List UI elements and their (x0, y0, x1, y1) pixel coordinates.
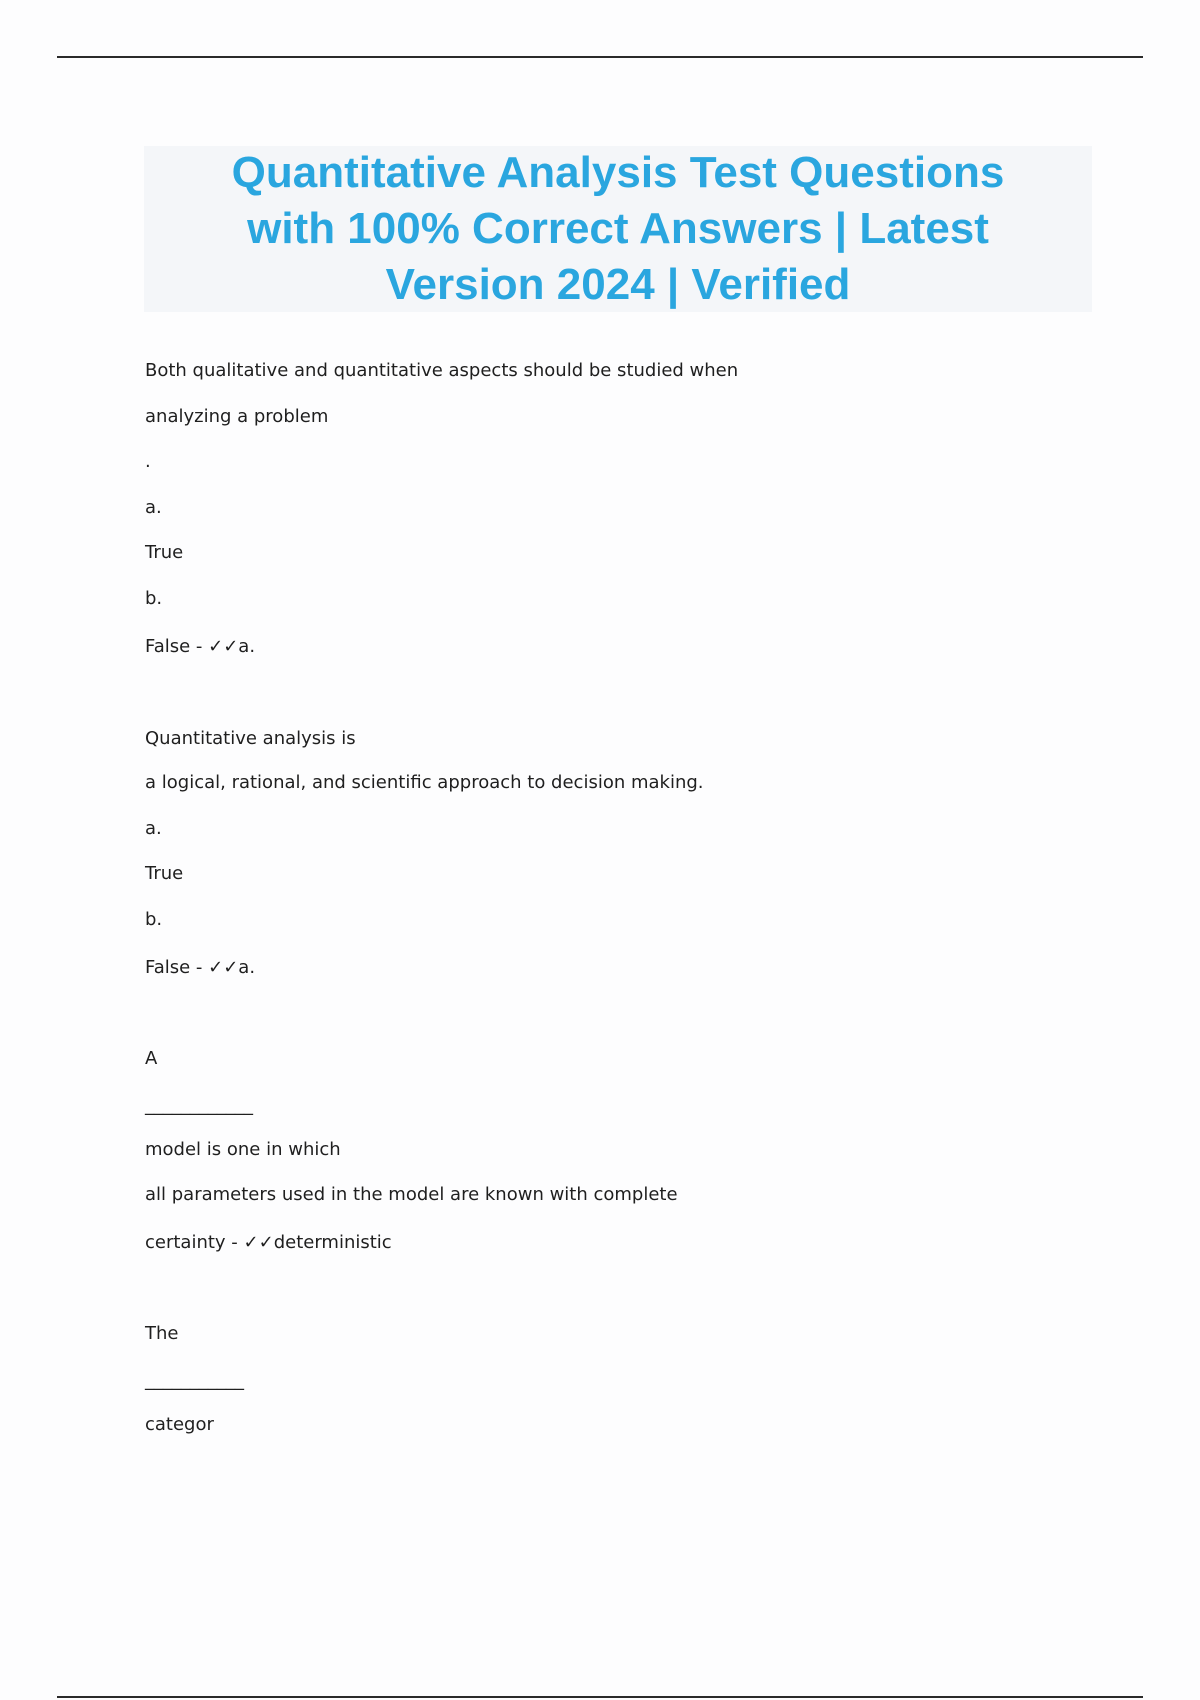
question-1-option-a-text: True (145, 542, 184, 563)
document-title-line: with 100% Correct Answers | Latest (247, 204, 989, 253)
question-3-answer-row (145, 1231, 392, 1255)
question-3-stem: all parameters used in the model are known with complete (145, 1184, 678, 1205)
question-1-option-b-row (145, 635, 255, 659)
question-3-answer: deterministic (273, 1232, 392, 1253)
question-3-stem: A (145, 1048, 158, 1069)
question-3-blank: ____________ (145, 1095, 253, 1116)
question-2-option-b-row (145, 956, 255, 980)
footer-rule (57, 1696, 1143, 1698)
question-2-option-a-text: True (145, 863, 184, 884)
question-2-option-b-letter: b. (145, 909, 163, 930)
double-check-icon: ✓✓ (208, 636, 239, 657)
question-1-option-a-letter: a. (145, 497, 162, 518)
header-rule (57, 56, 1143, 58)
question-2-option-b-text: False - (145, 957, 209, 978)
double-check-icon: ✓✓ (243, 1232, 274, 1253)
document-title-line: Quantitative Analysis Test Questions (231, 148, 1005, 197)
question-2-option-a-letter: a. (145, 818, 162, 839)
question-4-stem: The (145, 1323, 179, 1344)
question-2-answer: a. (238, 957, 256, 978)
question-1-stem: analyzing a problem (145, 406, 329, 427)
document-title-banner (144, 146, 1092, 312)
double-check-icon: ✓✓ (208, 957, 239, 978)
question-4-blank: ___________ (145, 1370, 244, 1391)
document-title-line: Version 2024 | Verified (385, 260, 851, 309)
question-2-stem: a logical, rational, and scientific approach to decision making. (145, 772, 704, 793)
question-1-stem: . (145, 451, 151, 472)
question-1-option-b-letter: b. (145, 588, 163, 609)
question-1-option-b-text: False - (145, 636, 209, 657)
question-2-stem: Quantitative analysis is (145, 728, 356, 749)
question-1-answer: a. (238, 636, 256, 657)
question-1-stem: Both qualitative and quantitative aspects should be studied when (145, 360, 739, 381)
question-3-answer-prefix: certainty - (145, 1232, 244, 1253)
question-4-stem: categor (145, 1414, 214, 1435)
question-3-stem: model is one in which (145, 1139, 341, 1160)
